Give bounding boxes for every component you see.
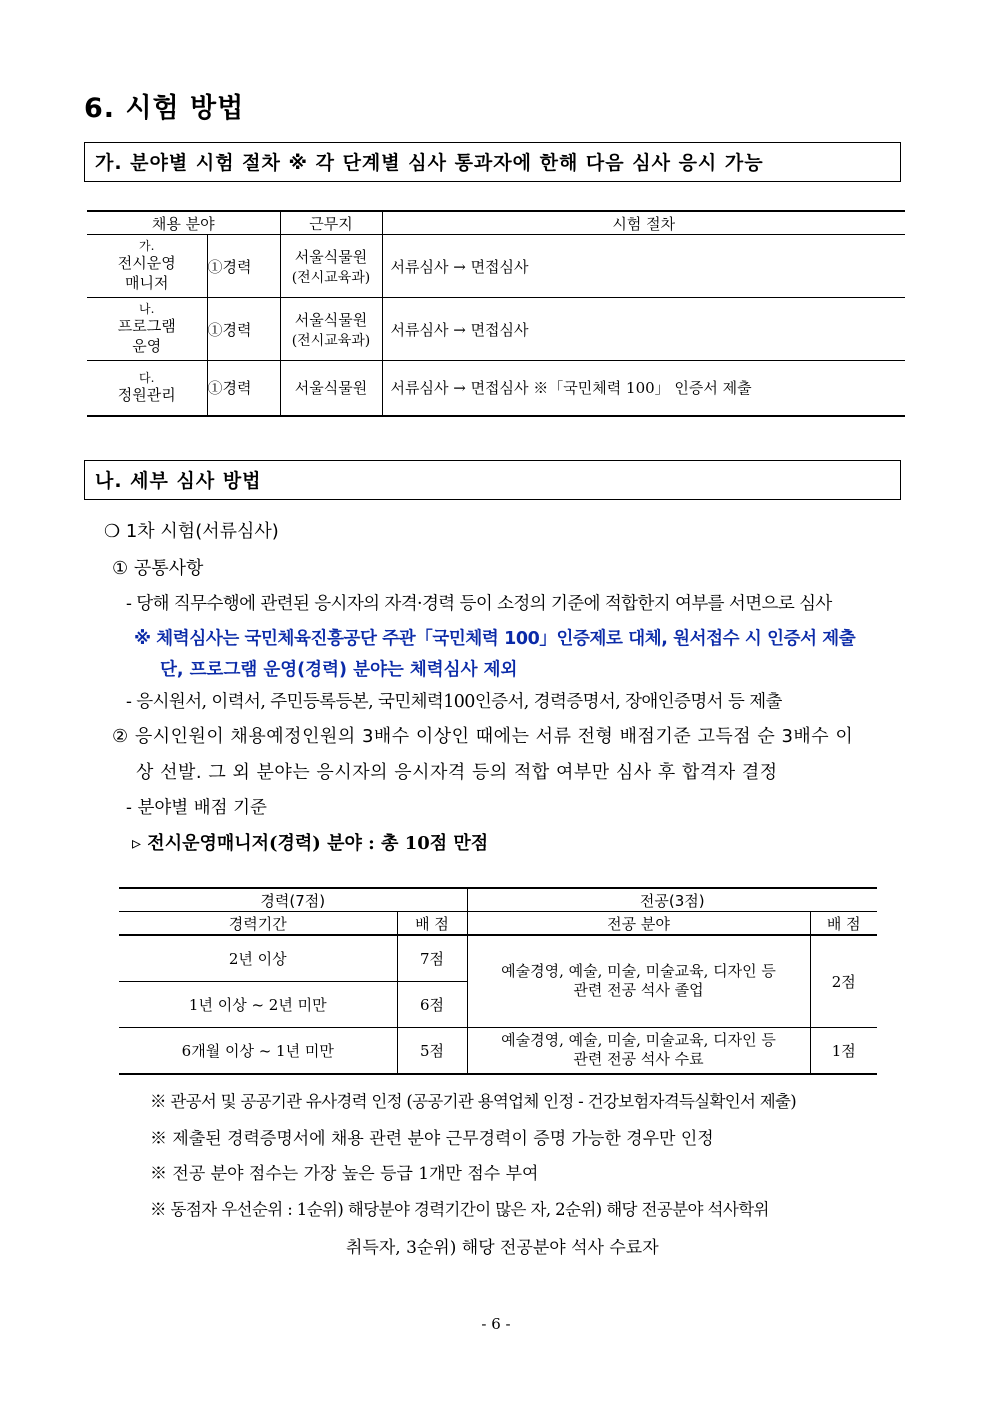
field-name: 전시운영 (117, 254, 176, 272)
item2-dash: - 분야별 배점 기준 (126, 798, 267, 818)
major-score-cell: 1점 (810, 1027, 877, 1074)
major-field-text: 예술경영, 예술, 미술, 미술교육, 디자인 등 (501, 1031, 776, 1050)
major-field-header: 전공 분야 (467, 912, 810, 936)
workplace-cell: 서울식물원 (280, 361, 382, 416)
header-procedure: 시험 절차 (382, 211, 905, 235)
item1-heading: ① 공통사항 (112, 558, 204, 579)
header-workplace: 근무지 (280, 211, 382, 235)
major-field-cell (467, 935, 810, 1027)
procedure-cell: 서류심사 → 면접심사 (382, 235, 905, 298)
workplace-dept: (전시교육과) (291, 269, 371, 286)
major-field-text: 관련 전공 석사 수료 (573, 1050, 704, 1069)
stage1-heading: ❍ 1차 시험(서류심사) (104, 521, 279, 542)
table-subheader-row (119, 912, 877, 936)
workplace-cell (280, 235, 382, 298)
table-header-row (119, 888, 877, 912)
career-score-header: 배 점 (397, 912, 467, 936)
field-cell (87, 235, 207, 298)
page-title: 6. 시험 방법 (84, 93, 245, 124)
career-period-cell: 1년 이상 ~ 2년 미만 (119, 981, 397, 1027)
field-no: 가. (139, 239, 155, 253)
type-cell: ①경력 (207, 361, 280, 416)
major-field-text: 관련 전공 석사 졸업 (573, 981, 704, 1000)
note-item: ※ 관공서 및 공공기관 유사경력 인정 (공공기관 용역업체 인정 - 건강보험자격득실확인서 제출) (150, 1092, 796, 1111)
procedure-cell: 서류심사 → 면접심사 ※「국민체력 100」 인증서 제출 (382, 361, 905, 416)
note-item: ※ 전공 분야 점수는 가장 높은 등급 1개만 점수 부여 (150, 1164, 539, 1184)
workplace-name: 서울식물원 (294, 310, 368, 329)
item2-line1: ② 응시인원이 채용예정인원의 3배수 이상인 때에는 서류 전형 배점기준 고득점 순 3배수 이 (112, 726, 854, 747)
career-period-cell: 6개월 이상 ~ 1년 미만 (119, 1027, 397, 1074)
table-header-row (87, 211, 905, 235)
career-period-header: 경력기간 (119, 912, 397, 936)
major-score-header: 배 점 (810, 912, 877, 936)
field-name: 정원관리 (117, 385, 176, 404)
field-name: 프로그램 (117, 317, 176, 335)
header-field: 채용 분야 (87, 211, 280, 235)
item2-subheading: ▹ 전시운영매니저(경력) 분야 : 총 10점 만점 (132, 833, 489, 854)
career-score-cell: 5점 (397, 1027, 467, 1074)
exam-procedure-table (87, 210, 905, 417)
scoring-table (119, 887, 877, 1075)
note-item: 취득자, 3순위) 해당 전공분야 석사 수료자 (346, 1238, 659, 1258)
page-number: - 6 - (481, 1315, 511, 1333)
field-no: 나. (139, 302, 155, 316)
field-name: 매니저 (125, 274, 169, 292)
career-score-cell: 7점 (397, 935, 467, 981)
career-group-header: 경력(7점) (119, 888, 467, 912)
workplace-cell (280, 298, 382, 361)
field-no: 다. (139, 370, 155, 385)
type-cell: ①경력 (207, 235, 280, 298)
item1-line2: - 응시원서, 이력서, 주민등록등본, 국민체력100인증서, 경력증명서, 장애인증명서 등 제출 (126, 692, 782, 712)
table-row (119, 1027, 877, 1074)
major-score-cell: 2점 (810, 935, 877, 1027)
procedure-cell: 서류심사 → 면접심사 (382, 298, 905, 361)
item1-blue-note1: ※ 체력심사는 국민체육진흥공단 주관「국민체력 100」인증제로 대체, 원서접수 시 인증서 제출 (134, 629, 856, 649)
field-cell (87, 361, 207, 416)
field-cell (87, 298, 207, 361)
table-row (87, 361, 905, 416)
table-row (119, 935, 877, 981)
major-field-text: 예술경영, 예술, 미술, 미술교육, 디자인 등 (501, 962, 776, 981)
workplace-name: 서울식물원 (294, 247, 368, 266)
item1-line1: - 당해 직무수행에 관련된 응시자의 자격·경력 등이 소정의 기준에 적합한지 여부를 서면으로 심사 (126, 594, 832, 614)
item1-blue-note2: 단, 프로그램 운영(경력) 분야는 체력심사 제외 (160, 660, 518, 680)
major-field-cell (467, 1027, 810, 1074)
table-row (87, 235, 905, 298)
workplace-dept: (전시교육과) (291, 332, 371, 349)
career-period-cell: 2년 이상 (119, 935, 397, 981)
career-score-cell: 6점 (397, 981, 467, 1027)
item2-line2: 상 선발. 그 외 분야는 응시자의 응시자격 등의 적합 여부만 심사 후 합격자 결정 (136, 762, 778, 783)
type-cell: ①경력 (207, 298, 280, 361)
note-item: ※ 제출된 경력증명서에 채용 관련 분야 근무경력이 증명 가능한 경우만 인정 (150, 1129, 714, 1149)
section-a-heading: 가. 분야별 시험 절차 ※ 각 단계별 심사 통과자에 한해 다음 심사 응시 가능 (84, 142, 901, 182)
field-name: 운영 (132, 337, 162, 355)
table-row (87, 298, 905, 361)
section-b-heading: 나. 세부 심사 방법 (84, 460, 901, 500)
note-item: ※ 동점자 우선순위 : 1순위) 해당분야 경력기간이 많은 자, 2순위) 해당 전공분야 석사학위 (150, 1200, 769, 1219)
major-group-header: 전공(3점) (467, 888, 877, 912)
